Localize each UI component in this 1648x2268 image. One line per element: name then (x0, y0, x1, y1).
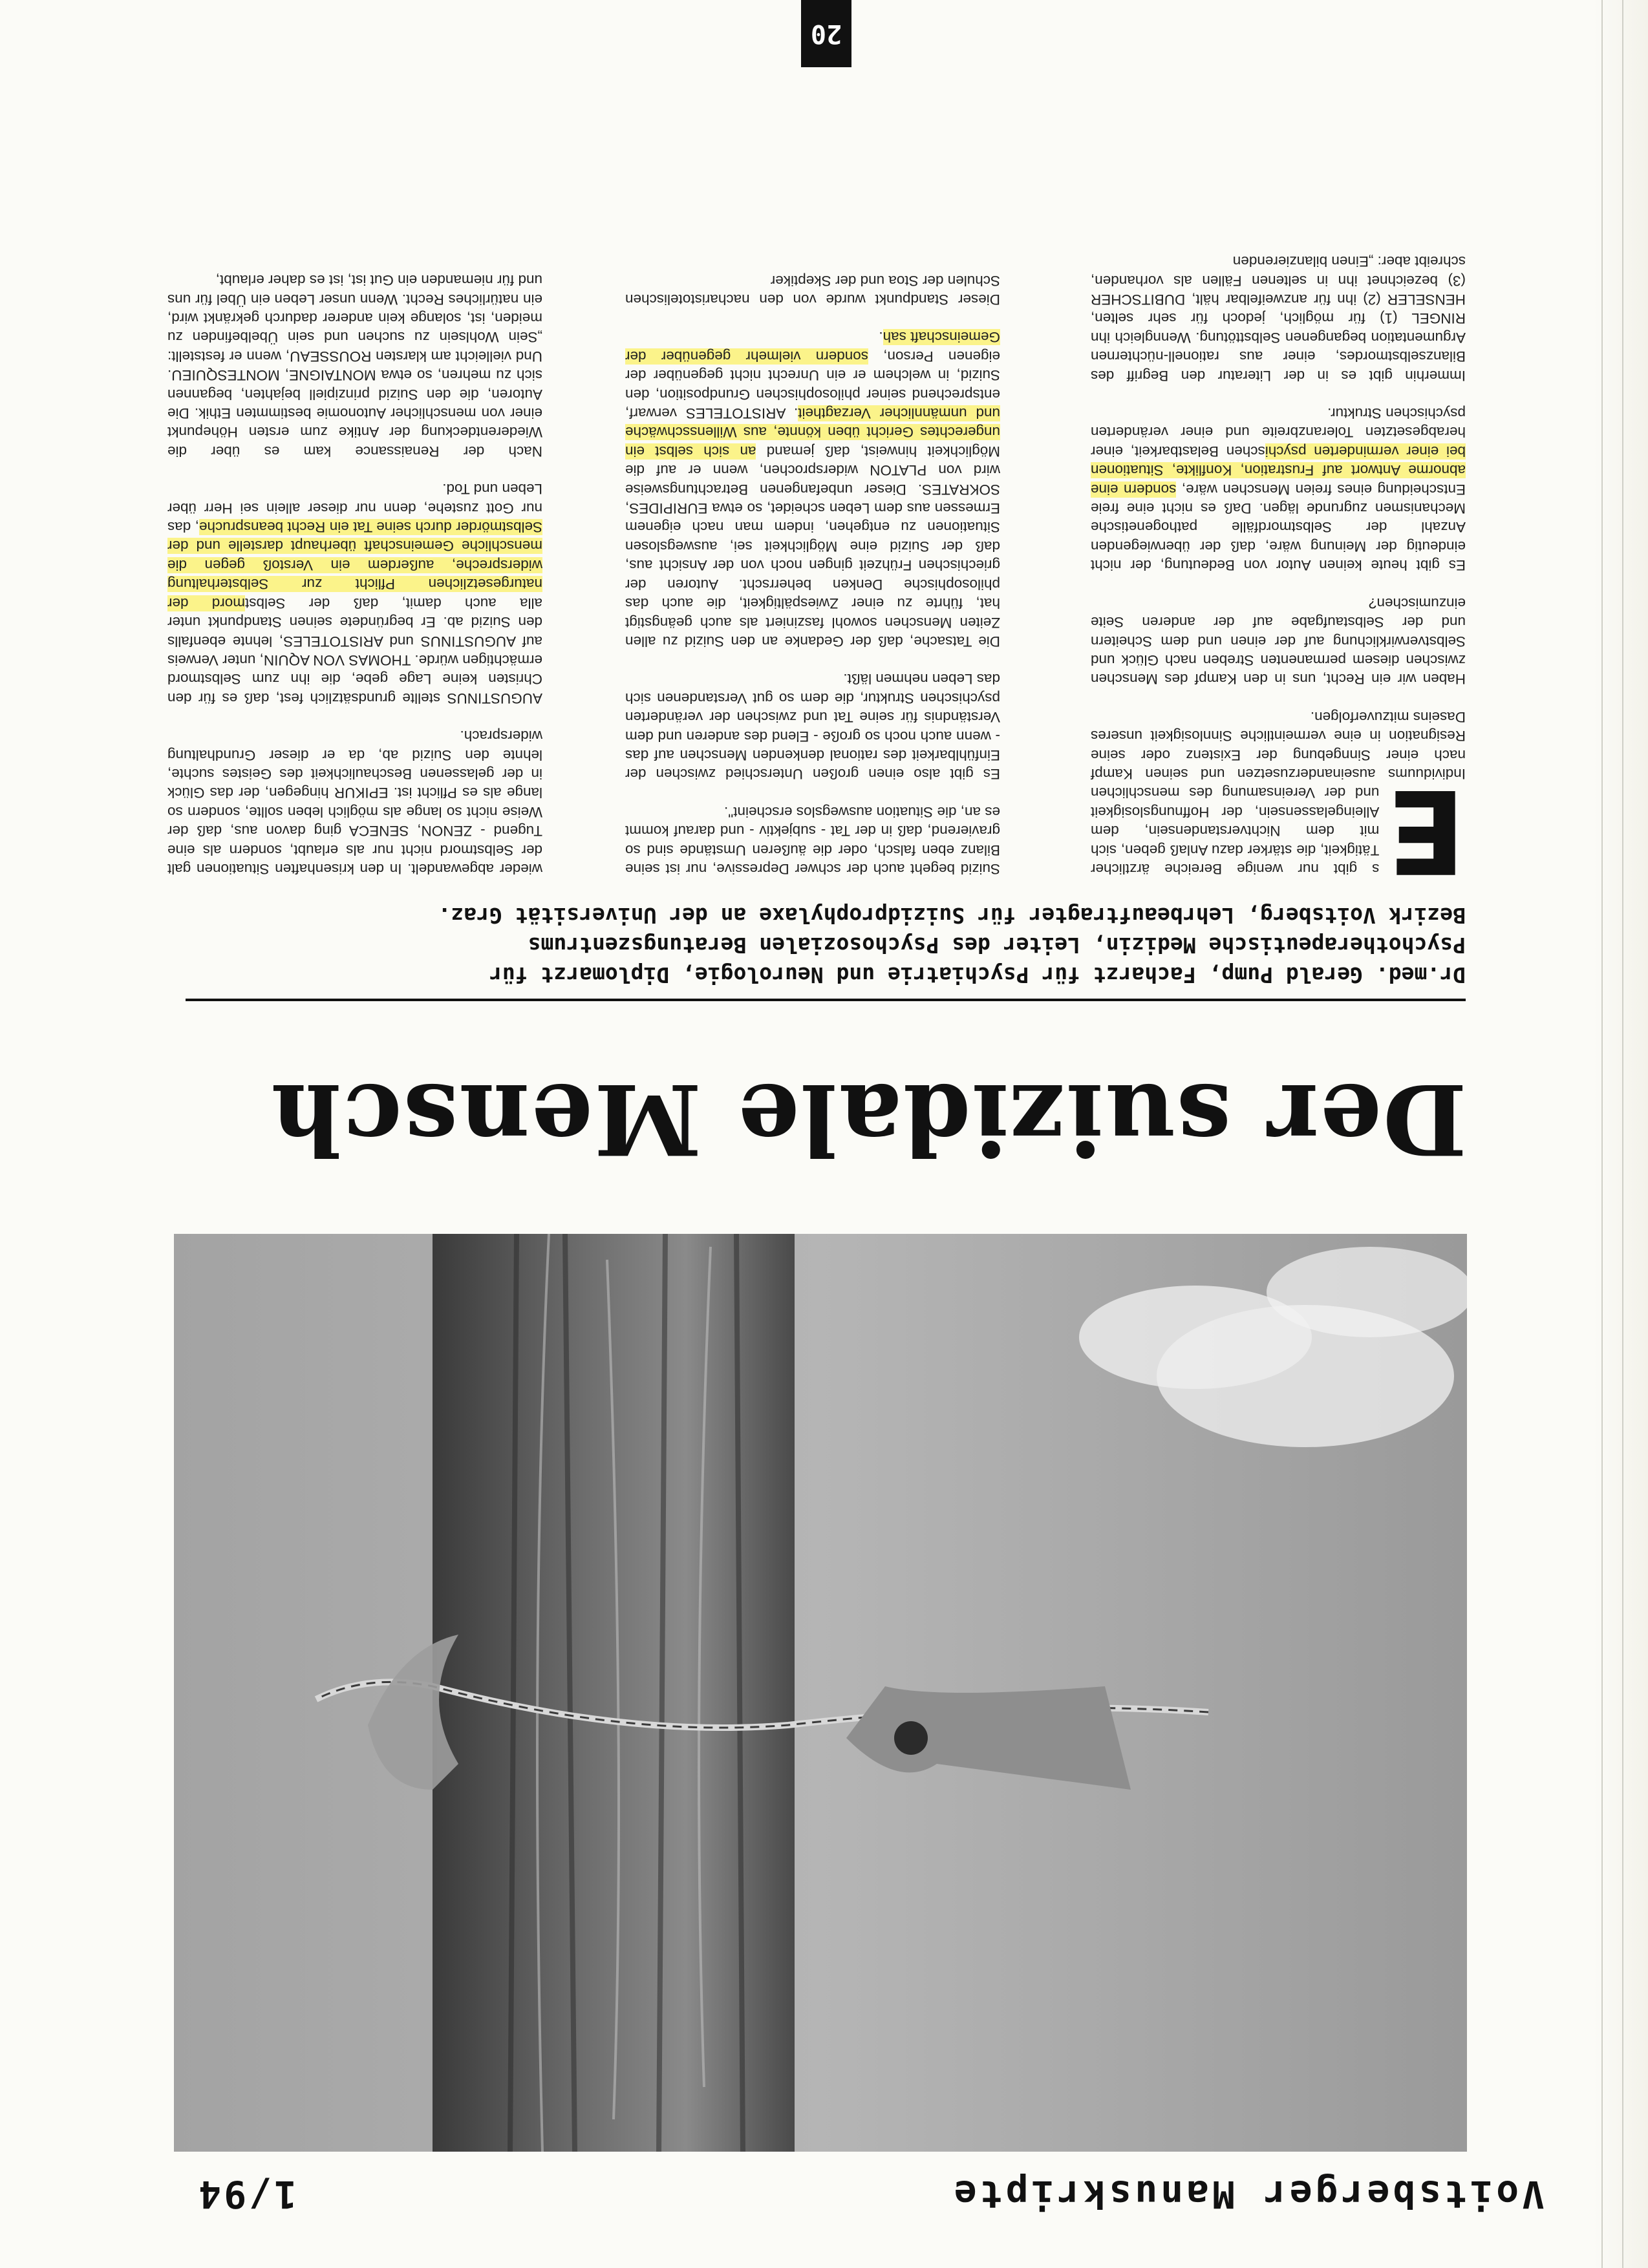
highlighted-text: sondern vielmehr gegenüber der Gemeinschaft sah (625, 329, 1000, 365)
paragraph: Immerhin gibt es in der Literatur den Begriff des Bilanzselbstmordes, einer aus rationell-nüchternen Argumentation begangenen Selbsttötung. Wenngleich ihn RINGEL (1) für möglich, jedoch für sehr selten, HENSELER (2) ihn für anzweifelbar hält, DUBITSCHER (3) bezeichnet ihn in seltenen Fällen als vorhanden, schreibt aber: „Einen bilanzierenden (1091, 253, 1466, 384)
page-number: 20 (801, 0, 851, 67)
paragraph-text: Es gibt heute keinen Autor von Bedeutung, der nicht eindeutig der Meinung wäre, daß der überwiegenden Anzahl der Selbstmordfälle pathogenetische Mechanismen zugrunde lägen. Daß es nicht eine freie Entscheidung eines freien Menschen wäre, (1091, 481, 1466, 574)
paragraph-text: . ARISTOTELES verwarf, entsprechend seiner philosophischen Grundposition, den Suizid, in welchem er ein Unrecht nicht gegenüber der eigenen Person, (625, 348, 1000, 422)
paragraph-text: AUGUSTINUS stellte grundsätzlich fest, daß es für den Christen keine Lage gebe, die ihn zum Selbstmord ermächtigen würde. THOMAS VON AQUIN, unter Verweis auf AUGUSTINUS und ARISTOTELES, lehnte ebenfalls den Suizid ab. Er begründete seinen Standpunkt unter alla auch damit, daß der Selbst (167, 595, 542, 706)
highlighted-text: sondern eine abnorme Antwort auf Frustration, Konflikte, Situationen bei einer verminderten psychi (1091, 443, 1466, 498)
highlighted-text: an sich selbst ein ungerechtes Gericht üben könnte, aus Willensschwäche und unmännlicher Verzagtheit (625, 405, 1000, 460)
issue-number: 1/94 (196, 2172, 297, 2216)
article-photo (174, 1234, 1467, 2152)
text-column-1 (1091, 233, 1466, 898)
text-column-3 (167, 252, 542, 878)
paragraph (167, 480, 542, 708)
binding-line (1601, 0, 1603, 2268)
magazine-title: Voitsberger Manuskripte (950, 2172, 1545, 2216)
author-line: Psychotherapeutische Medizin, Leiter des Psychosozialen Beratungszentrums (528, 933, 1466, 958)
paragraph (625, 328, 1000, 651)
paragraph-text: s gibt nur wenige Bereiche ärztlicher Tätigkeit, die stärker dazu Anlaß geben, sich mit dem Nichtverstandensein, dem Alleingelassensein, der Hoffnungslosigkeit und der Vereinsamung des menschlichen Individuums auseinanderzusetzen und seinen Kampf nach einer Sinngebung der Existenz oder seine Resignation in eine vermeintliche Sinnlosigkeit unseres Daseins mitzuverfolgen. (1091, 708, 1466, 877)
binding-line (1622, 0, 1623, 2268)
paragraph: Haben wir ein Recht, uns in den Kampf des Menschen zwischen diesem permanenten Streben nach Glück und Selbstverwirklichung auf der einen und dem Scheitern und der Selbstaufgabe auf der anderen Seite einzumischen? (1091, 595, 1466, 688)
paragraph: Es gibt also einen großen Unterschied zwischen der Einfühlbarkeit des rational denkenden Menschen auf das - wenn auch noch so große - Elend des anderen und dem Verständnis für seine Tat und zwischen der veränderten psychischen Struktur, die dem so gut Verstandenen sich das Leben nehmen läßt. (625, 671, 1000, 783)
paragraph (1091, 404, 1466, 575)
paragraph: Dieser Standpunkt wurde von den nacharistotelischen Schulen der Stoa und der Skeptiker (625, 272, 1000, 308)
paragraph-text: . (879, 329, 883, 346)
paragraph: Suizid begeht auch der schwer Depressive, nur ist seine Bilanz eben falsch, oder die äußeren Umstände sind so gravierend, daß in der Tat - subjektiv - und darauf kommt es an, die Situation auswegslos erscheint". (625, 803, 1000, 877)
author-block (186, 900, 1466, 1001)
article-title: Der suizidale Mensch (270, 1062, 1467, 1176)
author-line: Dr.med. Gerald Pump, Facharzt für Psychiatrie und Neurologie, Diplomarzt für (489, 962, 1466, 988)
author-line: Bezirk Voitsberg, Lehrbeauftragter für Suizidprophylaxe an der Universität Graz. (438, 903, 1466, 928)
paragraph-text: , das nur Gott zustehe, denn nur dieser allein sei Herr über Leben und Tod. (167, 481, 542, 536)
drop-cap: E (1387, 764, 1466, 898)
photo-barbed-wire-post (174, 1234, 1467, 2152)
paragraph-text: schen Belastbarkeit, einer herabgesetzten Toleranzbreite und einer veränderten psychischen Struktur. (1091, 405, 1466, 460)
paragraph (1091, 707, 1466, 898)
paragraph: wieder abgewandelt. In den krisenhaften Situationen galt der Selbstmord nicht nur als erlaubt, sondern als eine Tugend - ZENON, SENECA ging davon aus, daß der Weise nicht so lange als möglich leben sollte, sondern so lange als es Pflicht ist. EPIKUR hingegen, der das Glück in der gelassenen Beschaulichkeit des Geistes suchte, lehnte den Suizid ab, da er dieser Grundhaltung widersprach. (167, 728, 542, 877)
text-column-2 (625, 252, 1000, 878)
binding-edge (1570, 0, 1648, 2268)
paragraph-text: Die Tatsache, daß der Gedanke an den Suizid zu allen Zeiten Menschen sowohl fasziniert als auch geängstigt hat, führte zu einer Zwiespältigkeit, die auch das philosophische Denken beherrscht. Autoren der griechischen Frühzeit gingen noch von der Ansicht aus, daß der Suizid eine Möglichkeit sei, auswegslosen Situationen zu entgehen, indem man nach eigenem Ermessen aus dem Leben scheidet, so etwa EURIPIDES, SOKRATES. Dieser unbefangenen Betrachtungsweise wird von PLATON widersprochen, wenn er auf die Möglichkeit hinweist, daß jemand (625, 443, 1000, 650)
highlighted-text: mord der naturgesetzlichen Pflicht zur Selbsterhaltung widerspreche, außerdem ein Verstoß gegen die menschliche Gemeinschaft überhaupt darstelle und der Selbstmörder durch seine Tat ein Recht beanspruche (167, 519, 542, 611)
paragraph: Nach der Renaissance kam es über die Wiederentdeckung der Antike zum ersten Höhepunkt einer von menschlicher Autonomie bestimmten Ethik. Die Autoren, die den Suizid prinzipiell bejahten, begannen sich zu mehren, so etwa MONTAIGNE, MONTESQUIEU. Und vielleicht am klarsten ROUSSEAU, wenn er feststellt: „Sein Wohlsein zu suchen und sein Übelbefinden zu meiden, ist, solange kein anderer dadurch gekränkt wird, ein natürliches Recht. Wenn unser Leben ein Übel für uns und für niemanden ein Gut ist, ist es daher erlaubt, (167, 272, 542, 460)
